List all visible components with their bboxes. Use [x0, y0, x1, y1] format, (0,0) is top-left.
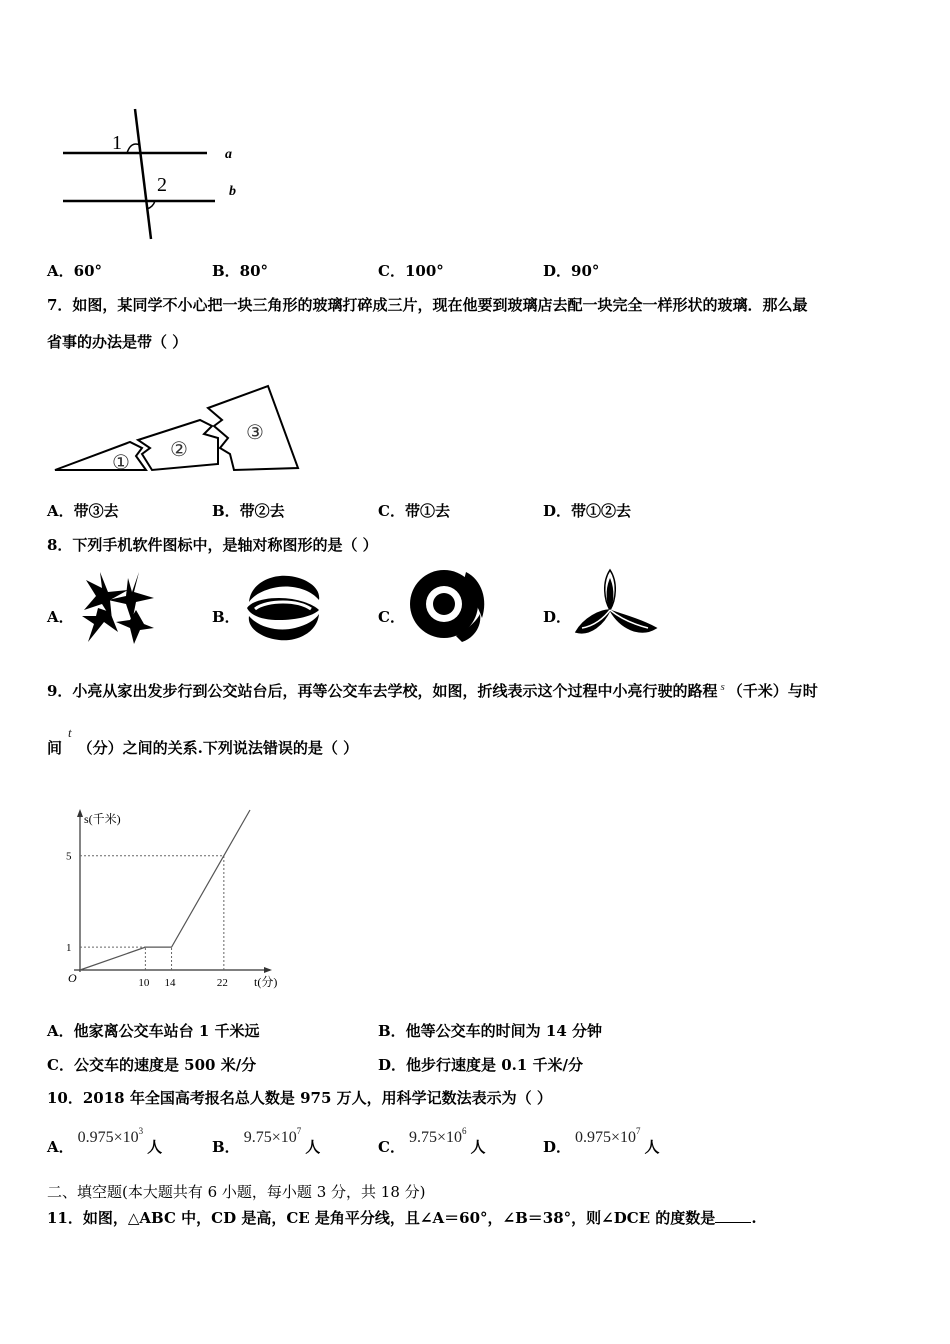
- q10-text: 10．2018 年全国高考报名总人数是 975 万人，用科学记数法表示为（ ）: [47, 1089, 552, 1107]
- distance-time-line: [80, 810, 250, 970]
- q11-text: [47, 1208, 757, 1228]
- glass-piece-1-label: ①: [112, 450, 130, 474]
- x-tick-label-10: 10: [138, 977, 150, 989]
- q9-text-line1: [47, 677, 818, 701]
- x-axis-arrow: [264, 967, 272, 973]
- q10-option-c-unit: 人: [470, 1138, 486, 1156]
- q10-option-d-unit: 人: [644, 1138, 660, 1156]
- q10-option-b: [212, 1126, 321, 1156]
- q7-text-line1: 7．如图，某同学不小心把一块三角形的玻璃打碎成三片，现在他要到玻璃店去配一块完全一样形状的玻璃．那么最: [47, 296, 808, 314]
- q10-option-c-value: $9.75\times 10^6$: [408, 1126, 467, 1146]
- q7-option-d: D．带①②去: [543, 502, 632, 520]
- q10-option-a-letter: A．: [47, 1138, 74, 1156]
- glass-piece-1: [55, 442, 146, 470]
- q9-var-t: t: [68, 725, 72, 740]
- q11-answer-blank[interactable]: [715, 1208, 751, 1223]
- q8-text: 8．下列手机软件图标中，是轴对称图形的是（ ）: [47, 536, 378, 554]
- q9-option-b: B．他等公交车的时间为 14 分钟: [378, 1022, 602, 1040]
- q10-option-c: [378, 1126, 486, 1156]
- q6-option-d: D．90°: [543, 262, 600, 280]
- broken-glass-figure: [50, 380, 310, 480]
- q10-option-a-unit: 人: [147, 1138, 163, 1156]
- q10-option-d: [543, 1126, 660, 1156]
- angle1-label: 1: [112, 132, 122, 154]
- q9-option-a: A．他家离公交车站台 1 千米远: [47, 1022, 260, 1040]
- q7-option-b: B．带②去: [212, 502, 285, 520]
- angle2-label: 2: [157, 174, 167, 196]
- y-tick-label-1: 1: [66, 942, 72, 955]
- q10-option-b-unit: 人: [305, 1138, 321, 1156]
- q10-option-b-value: $9.75\times 10^7$: [243, 1126, 302, 1146]
- q10-option-a-value: $0.975\times 10^3$: [77, 1126, 144, 1146]
- q9-text-line1-a: 9．小亮从家出发步行到公交站台后，再等公交车去学校，如图，折线表示这个过程中小亮行驶的路程: [47, 682, 718, 700]
- q6-option-a: A．60°: [47, 262, 103, 280]
- x-axis-label: t(分): [254, 975, 278, 989]
- q9-option-c: C．公交车的速度是 500 米/分: [47, 1056, 257, 1074]
- q6-option-b: B．80°: [212, 262, 269, 280]
- q8-option-d: D．: [543, 608, 572, 626]
- section2-title: 二、填空题(本大题共有 6 小题，每小题 3 分，共 18 分): [47, 1183, 426, 1201]
- q9-text-line2-a: 间: [47, 739, 63, 757]
- icon-c-ring-swirl: [406, 566, 488, 644]
- y-axis-arrow: [77, 809, 83, 817]
- q9-var-s: s: [720, 681, 725, 693]
- q9-distance-time-chart: [55, 805, 285, 1005]
- x-tick-label-14: 14: [164, 977, 176, 989]
- q10-option-b-letter: B．: [212, 1138, 240, 1156]
- q9-text-line2-b: （分）之间的关系.下列说法错误的是（ ）: [77, 739, 359, 757]
- y-axis-label: s(千米): [84, 812, 121, 826]
- parallel-lines-figure: [55, 105, 255, 245]
- q8-option-c: C．: [378, 608, 405, 626]
- transversal-line: [135, 109, 151, 239]
- q11-question: 11．如图，△ABC 中，CD 是高，CE 是角平分线，且∠A＝60°，∠B＝38°，则∠DCE 的度数是: [47, 1209, 716, 1227]
- q9-text-line2: [47, 725, 359, 759]
- glass-piece-2-label: ②: [170, 437, 188, 461]
- angle1-arc: [127, 144, 140, 153]
- q7-option-a: A．带③去: [47, 502, 119, 520]
- q11-end: .: [751, 1209, 757, 1227]
- q10-option-d-value: $0.975\times 10^7$: [575, 1126, 641, 1146]
- glass-piece-3-label: ③: [246, 420, 264, 444]
- q9-text-line1-b: （千米）与时: [727, 682, 818, 700]
- q10-option-c-letter: C．: [378, 1138, 405, 1156]
- icon-a-four-stars: [80, 570, 155, 645]
- x-tick-label-22: 22: [216, 977, 228, 989]
- icon-b-split-disc: [243, 574, 325, 642]
- q6-option-c: C．100°: [378, 262, 444, 280]
- y-tick-label-5: 5: [66, 850, 72, 863]
- line-b-label: b: [229, 184, 236, 199]
- q8-option-a: A．: [47, 608, 74, 626]
- q8-option-b: B．: [212, 608, 240, 626]
- q9-option-d: D．他步行速度是 0.1 千米/分: [378, 1056, 584, 1074]
- q10-option-d-letter: D．: [543, 1138, 572, 1156]
- q7-text-line2: 省事的办法是带（ ）: [47, 333, 188, 351]
- origin-label: O: [68, 971, 77, 985]
- q7-option-c: C．带①去: [378, 502, 450, 520]
- icon-d-three-petals: [574, 566, 660, 644]
- q10-option-a: [47, 1126, 163, 1156]
- line-a-label: a: [225, 147, 232, 162]
